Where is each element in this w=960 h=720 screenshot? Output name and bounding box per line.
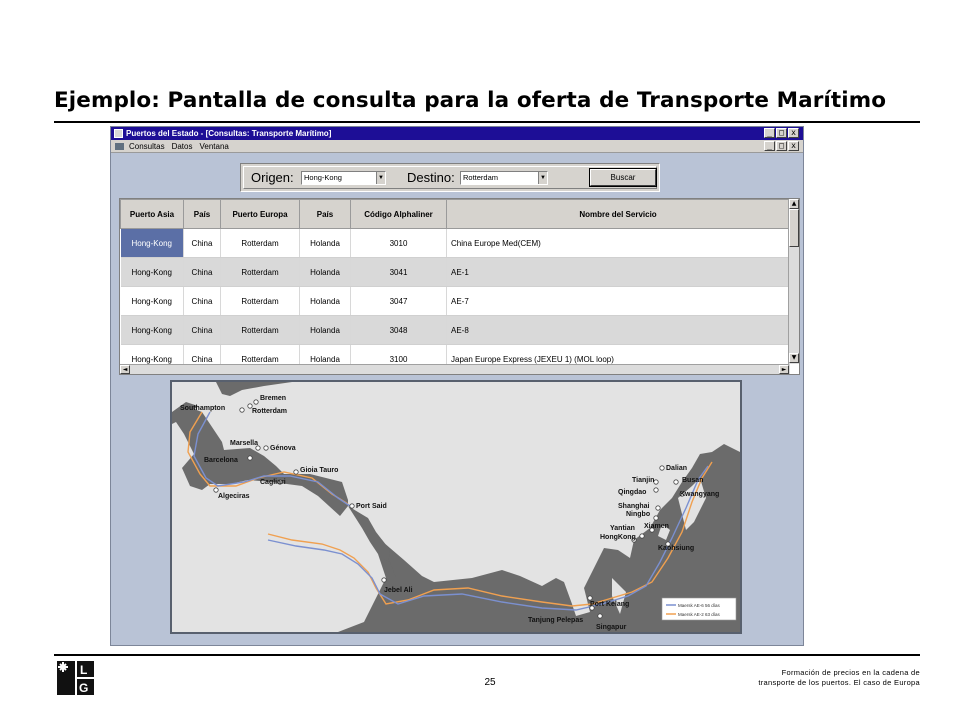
table-cell[interactable]: Hong-Kong: [121, 287, 184, 316]
menu-datos[interactable]: Datos: [171, 142, 193, 151]
table-cell[interactable]: Holanda: [300, 229, 351, 258]
footer-rule: [54, 654, 920, 656]
child-restore-button[interactable]: □: [776, 141, 787, 151]
table-cell[interactable]: Hong-Kong: [121, 258, 184, 287]
table-cell[interactable]: 3047: [351, 287, 447, 316]
results-grid: [119, 198, 800, 375]
table-cell[interactable]: Hong-Kong: [121, 345, 184, 374]
table-row[interactable]: [121, 258, 790, 287]
port-label-qingdao: Qingdao: [618, 489, 647, 496]
table-cell[interactable]: AE-7: [447, 287, 790, 316]
port-label-bremen: Bremen: [260, 395, 287, 402]
table-cell[interactable]: 3100: [351, 345, 447, 374]
scroll-thumb[interactable]: [789, 209, 799, 247]
menu-bar: [111, 140, 803, 153]
legend-label-ae2: Maersk AE-2 63 días: [678, 612, 720, 617]
port-label-tanjung: Tanjung Pelepas: [528, 617, 584, 624]
search-button[interactable]: Buscar: [590, 169, 656, 186]
port-label-shanghai: Shanghai: [618, 503, 650, 510]
port-label-kaohsiung: Kaohsiung: [658, 545, 695, 552]
column-header-puerto-europa[interactable]: Puerto Europa: [221, 200, 300, 229]
vertical-scrollbar[interactable]: [788, 199, 799, 364]
port-label-gioia: Gioia Tauro: [300, 467, 339, 474]
column-header-pais-asia[interactable]: País: [184, 200, 221, 229]
scroll-up-icon[interactable]: ▲: [789, 199, 799, 209]
table-cell[interactable]: China: [184, 287, 221, 316]
title-rule: [54, 121, 920, 123]
port-label-tianjin: Tianjin: [632, 477, 655, 484]
lg-logo: [57, 661, 94, 695]
table-cell[interactable]: Holanda: [300, 345, 351, 374]
column-header-pais-europa[interactable]: País: [300, 200, 351, 229]
footer-caption: [758, 668, 920, 688]
table-cell[interactable]: China: [184, 316, 221, 345]
search-panel: [240, 163, 660, 192]
port-label-kwangyang: Kwangyang: [680, 491, 720, 498]
route-map: [170, 380, 742, 634]
destination-label: Destino:: [407, 170, 455, 185]
maximize-button[interactable]: □: [776, 128, 787, 138]
logo-letter-l: L: [80, 663, 88, 677]
table-cell[interactable]: AE-8: [447, 316, 790, 345]
table-cell[interactable]: Japan Europe Express (JEXEU 1) (MOL loop): [447, 345, 790, 374]
window-title: Puertos del Estado - [Consultas: Transporte Marítimo]: [126, 129, 332, 138]
table-cell[interactable]: China: [184, 345, 221, 374]
table-cell[interactable]: China: [184, 229, 221, 258]
port-label-port-kelang: Port Kelang: [590, 601, 630, 608]
scroll-down-icon[interactable]: ▼: [789, 353, 799, 363]
table-cell[interactable]: Rotterdam: [221, 258, 300, 287]
port-label-cagliari: Cagliari: [260, 479, 286, 486]
table-cell[interactable]: Rotterdam: [221, 229, 300, 258]
legend-label-ae6: Maersk AE-6 56 días: [678, 603, 720, 608]
table-cell[interactable]: Hong-Kong: [121, 229, 184, 258]
table-cell[interactable]: Holanda: [300, 287, 351, 316]
document-icon[interactable]: [115, 143, 124, 150]
page-number: 25: [484, 677, 496, 688]
port-label-singapur: Singapur: [596, 624, 627, 631]
column-header-puerto-asia[interactable]: Puerto Asia: [121, 200, 184, 229]
table-cell[interactable]: Rotterdam: [221, 345, 300, 374]
footer-line-2: transporte de los puertos. El caso de Europa: [758, 678, 920, 687]
column-header-codigo[interactable]: Código Alphaliner: [351, 200, 447, 229]
table-cell[interactable]: 3041: [351, 258, 447, 287]
footer-line-1: Formación de precios en la cadena de: [781, 668, 920, 677]
menu-ventana[interactable]: Ventana: [199, 142, 229, 151]
table-row[interactable]: [121, 316, 790, 345]
port-label-ningbo: Ningbo: [626, 511, 651, 518]
port-label-yantian: Yantian: [610, 525, 635, 532]
results-table: [120, 199, 790, 374]
horizontal-scrollbar[interactable]: [120, 364, 789, 374]
table-cell[interactable]: Rotterdam: [221, 316, 300, 345]
table-cell[interactable]: Hong-Kong: [121, 316, 184, 345]
scroll-right-icon[interactable]: ►: [779, 365, 789, 374]
port-label-xiamen: Xiamen: [644, 523, 669, 530]
table-cell[interactable]: 3048: [351, 316, 447, 345]
slide-title: Ejemplo: Pantalla de consulta para la oferta de Transporte Marítimo: [54, 88, 887, 113]
map-legend: [662, 598, 736, 620]
port-label-busan: Busan: [682, 477, 704, 484]
port-label-port-said: Port Said: [356, 503, 387, 510]
port-label-hongkong: HongKong: [600, 534, 636, 541]
destination-value: Rotterdam: [463, 173, 499, 182]
table-cell[interactable]: 3010: [351, 229, 447, 258]
table-row[interactable]: [121, 287, 790, 316]
close-button[interactable]: x: [788, 128, 799, 138]
scroll-left-icon[interactable]: ◄: [120, 365, 130, 374]
port-label-barcelona: Barcelona: [204, 457, 238, 464]
port-label-genova: Génova: [270, 445, 296, 452]
app-window: [110, 126, 804, 646]
column-header-servicio[interactable]: Nombre del Servicio: [447, 200, 790, 229]
menu-consultas[interactable]: Consultas: [129, 142, 165, 151]
port-label-dalian: Dalian: [666, 465, 688, 472]
origin-select[interactable]: [301, 171, 386, 185]
table-cell[interactable]: China Europe Med(CEM): [447, 229, 790, 258]
destination-select[interactable]: [460, 171, 548, 185]
child-minimize-button[interactable]: _: [764, 141, 775, 151]
app-icon: [114, 129, 123, 138]
port-label-algeciras: Algeciras: [218, 493, 250, 500]
table-cell[interactable]: Holanda: [300, 316, 351, 345]
port-label-jebel-ali: Jebel Ali: [384, 587, 413, 594]
origin-value: Hong-Kong: [304, 173, 342, 182]
table-cell[interactable]: Holanda: [300, 258, 351, 287]
port-label-marsella: Marsella: [230, 440, 259, 447]
table-cell[interactable]: AE-1: [447, 258, 790, 287]
chevron-down-icon[interactable]: ▼: [376, 172, 385, 184]
window-titlebar[interactable]: [111, 127, 803, 140]
route-map-svg: [172, 382, 740, 632]
port-label-southampton: Southampton: [180, 405, 226, 412]
child-close-button[interactable]: x: [788, 141, 799, 151]
table-cell[interactable]: Rotterdam: [221, 287, 300, 316]
logo-letter-g: G: [79, 681, 89, 695]
origin-label: Origen:: [251, 170, 294, 185]
table-row[interactable]: [121, 229, 790, 258]
minimize-button[interactable]: _: [764, 128, 775, 138]
port-label-rotterdam: Rotterdam: [252, 408, 288, 415]
chevron-down-icon[interactable]: ▼: [538, 172, 547, 184]
table-cell[interactable]: China: [184, 258, 221, 287]
